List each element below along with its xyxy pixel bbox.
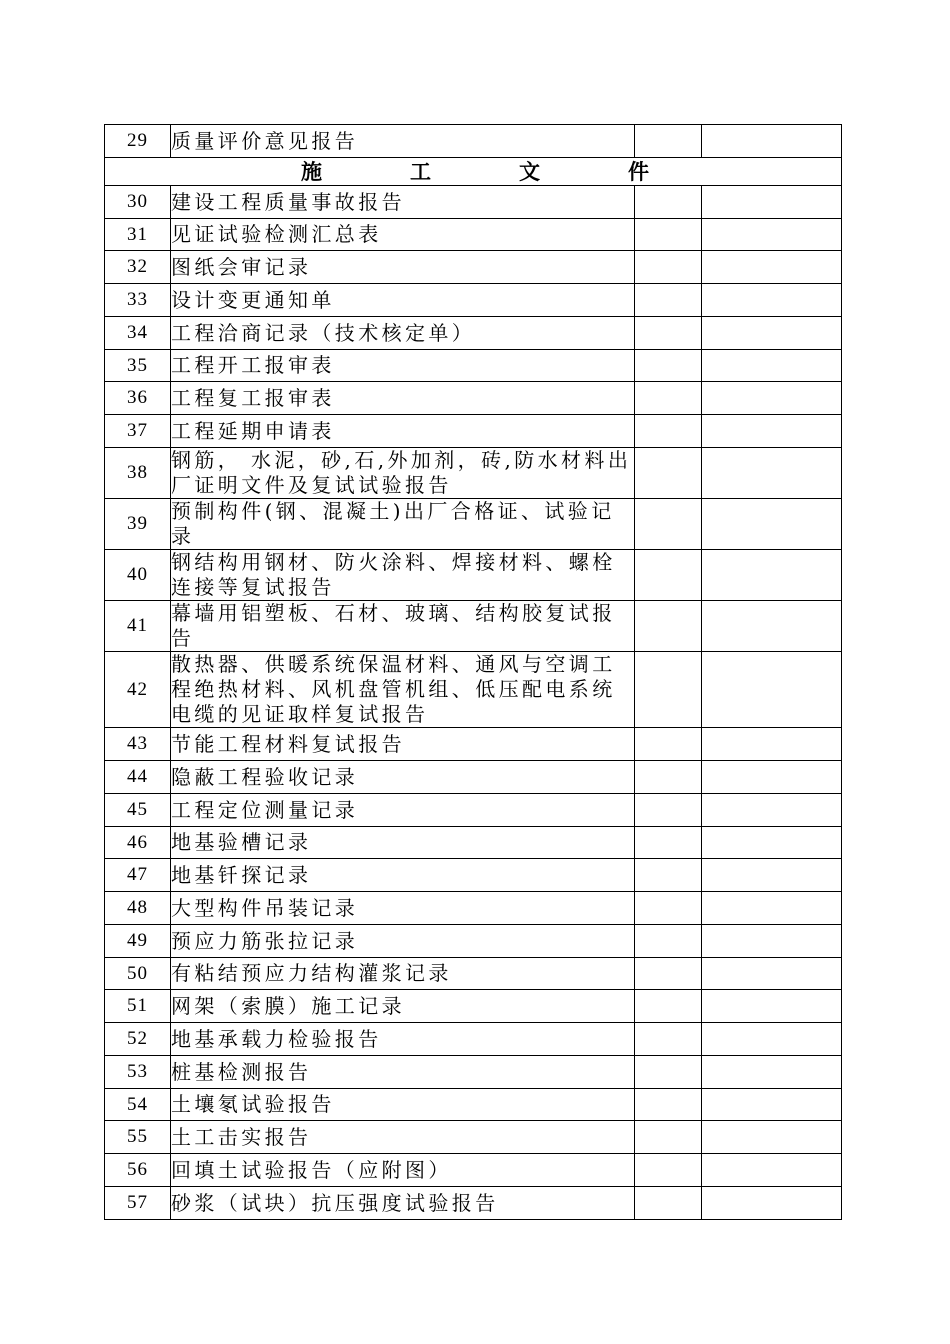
row-number: 42 [105,652,171,728]
row-number: 40 [105,550,171,601]
document-table [104,124,842,1220]
document-name: 砂浆（试块）抗压强度试验报告 [171,1187,635,1220]
empty-cell-b [702,125,842,158]
document-name: 钢结构用钢材、防火涂料、焊接材料、螺栓连接等复试报告 [171,550,635,601]
empty-cell-a [635,251,702,284]
empty-cell-a [635,448,702,499]
document-name: 图纸会审记录 [171,251,635,284]
empty-cell-b [702,990,842,1023]
empty-cell-a [635,827,702,859]
table-row [105,415,842,448]
empty-cell-a [635,1187,702,1220]
empty-cell-a [635,925,702,958]
row-number: 49 [105,925,171,958]
document-name: 地基验槽记录 [171,827,635,859]
table-row [105,728,842,761]
empty-cell-a [635,219,702,251]
table-row [105,186,842,219]
empty-cell-b [702,284,842,317]
row-number: 39 [105,499,171,550]
document-name: 土工击实报告 [171,1121,635,1154]
empty-cell-b [702,859,842,892]
row-number: 31 [105,219,171,251]
table-row [105,652,842,728]
row-number: 47 [105,859,171,892]
section-title-char: 工 [410,158,431,184]
row-number: 54 [105,1089,171,1121]
row-number: 50 [105,958,171,990]
document-name: 质量评价意见报告 [171,125,635,158]
document-name: 预应力筋张拉记录 [171,925,635,958]
document-name: 回填土试验报告（应附图） [171,1154,635,1187]
row-number: 38 [105,448,171,499]
document-name: 工程延期申请表 [171,415,635,448]
empty-cell-a [635,382,702,415]
empty-cell-a [635,186,702,219]
document-table-body [105,125,842,1220]
row-number: 32 [105,251,171,284]
empty-cell-b [702,550,842,601]
document-name: 有粘结预应力结构灌浆记录 [171,958,635,990]
row-number: 52 [105,1023,171,1056]
document-name: 设计变更通知单 [171,284,635,317]
document-name: 建设工程质量事故报告 [171,186,635,219]
document-name: 散热器、供暖系统保温材料、通风与空调工程绝热材料、风机盘管机组、低压配电系统电缆的见证取样复试报告 [171,652,635,728]
empty-cell-a [635,1121,702,1154]
table-row [105,317,842,350]
document-name: 工程开工报审表 [171,350,635,382]
empty-cell-a [635,1023,702,1056]
table-row [105,990,842,1023]
empty-cell-a [635,350,702,382]
table-row [105,859,842,892]
document-name: 节能工程材料复试报告 [171,728,635,761]
table-row [105,827,842,859]
row-number: 46 [105,827,171,859]
empty-cell-b [702,1154,842,1187]
document-name: 幕墙用铝塑板、石材、玻璃、结构胶复试报告 [171,601,635,652]
row-number: 36 [105,382,171,415]
row-number: 56 [105,1154,171,1187]
section-title-char: 件 [628,158,649,184]
table-row [105,761,842,794]
table-row [105,1154,842,1187]
row-number: 43 [105,728,171,761]
table-row [105,1121,842,1154]
row-number: 35 [105,350,171,382]
empty-cell-a [635,317,702,350]
row-number: 55 [105,1121,171,1154]
table-row [105,794,842,827]
row-number: 33 [105,284,171,317]
document-name: 土壤氡试验报告 [171,1089,635,1121]
empty-cell-b [702,652,842,728]
empty-cell-b [702,350,842,382]
document-name: 钢筋， 水泥，砂,石,外加剂，砖,防水材料出厂证明文件及复试试验报告 [171,448,635,499]
row-number: 51 [105,990,171,1023]
empty-cell-b [702,1023,842,1056]
row-number: 53 [105,1056,171,1089]
empty-cell-a [635,794,702,827]
row-number: 44 [105,761,171,794]
empty-cell-b [702,794,842,827]
empty-cell-b [702,1121,842,1154]
empty-cell-b [702,448,842,499]
table-row [105,251,842,284]
document-name: 地基承载力检验报告 [171,1023,635,1056]
empty-cell-a [635,550,702,601]
document-name: 见证试验检测汇总表 [171,219,635,251]
document-name: 预制构件(钢、混凝土)出厂合格证、试验记录 [171,499,635,550]
row-number: 37 [105,415,171,448]
empty-cell-b [702,827,842,859]
empty-cell-a [635,958,702,990]
row-number: 41 [105,601,171,652]
empty-cell-a [635,652,702,728]
section-title-char: 施 [301,158,322,184]
empty-cell-b [702,958,842,990]
table-row [105,382,842,415]
row-number: 34 [105,317,171,350]
empty-cell-b [702,1056,842,1089]
table-row [105,550,842,601]
empty-cell-a [635,990,702,1023]
empty-cell-b [702,382,842,415]
empty-cell-a [635,892,702,925]
table-row [105,892,842,925]
table-row [105,925,842,958]
table-row [105,448,842,499]
empty-cell-a [635,125,702,158]
document-name: 工程洽商记录（技术核定单） [171,317,635,350]
document-name: 隐蔽工程验收记录 [171,761,635,794]
empty-cell-b [702,761,842,794]
row-number: 57 [105,1187,171,1220]
empty-cell-b [702,601,842,652]
row-number: 45 [105,794,171,827]
row-number: 30 [105,186,171,219]
empty-cell-b [702,925,842,958]
empty-cell-a [635,859,702,892]
document-name: 工程复工报审表 [171,382,635,415]
empty-cell-a [635,284,702,317]
empty-cell-a [635,1089,702,1121]
empty-cell-b [702,1089,842,1121]
table-row [105,958,842,990]
empty-cell-b [702,219,842,251]
empty-cell-b [702,892,842,925]
empty-cell-b [702,1187,842,1220]
empty-cell-b [702,415,842,448]
empty-cell-b [702,499,842,550]
document-name: 网架（索膜）施工记录 [171,990,635,1023]
empty-cell-a [635,499,702,550]
table-row [105,350,842,382]
table-row [105,601,842,652]
empty-cell-b [702,728,842,761]
table-row [105,1089,842,1121]
empty-cell-a [635,728,702,761]
row-number: 48 [105,892,171,925]
empty-cell-a [635,415,702,448]
section-header-row [105,158,842,186]
table-row [105,1056,842,1089]
document-name: 桩基检测报告 [171,1056,635,1089]
empty-cell-a [635,1056,702,1089]
empty-cell-a [635,1154,702,1187]
section-title [105,158,842,186]
row-number: 29 [105,125,171,158]
table-row [105,1187,842,1220]
table-row [105,499,842,550]
section-title-chars [301,160,649,184]
empty-cell-a [635,601,702,652]
empty-cell-a [635,761,702,794]
document-name: 工程定位测量记录 [171,794,635,827]
table-row [105,125,842,158]
table-row [105,284,842,317]
table-row [105,1023,842,1056]
table-row [105,219,842,251]
document-name: 地基钎探记录 [171,859,635,892]
empty-cell-b [702,186,842,219]
empty-cell-b [702,317,842,350]
empty-cell-b [702,251,842,284]
document-name: 大型构件吊装记录 [171,892,635,925]
section-title-char: 文 [519,158,540,184]
